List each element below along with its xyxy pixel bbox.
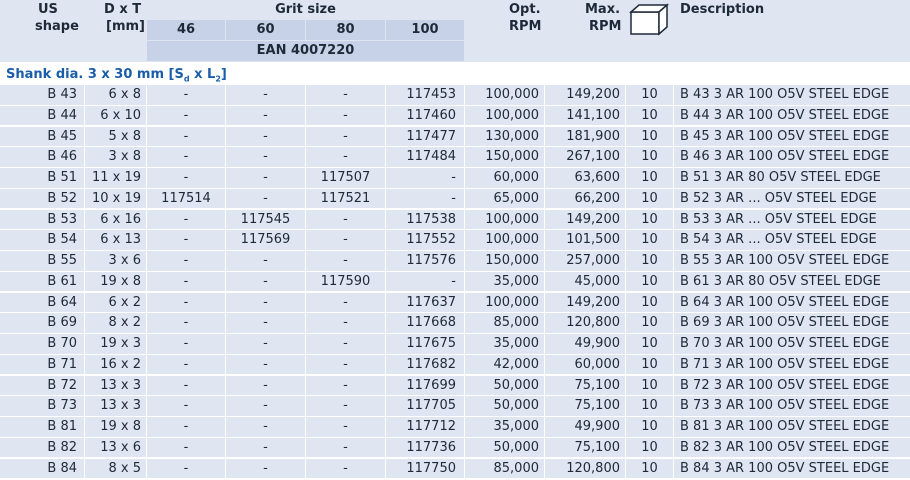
shape-cell: B 82: [47, 439, 77, 455]
shape-cell: B 71: [47, 356, 77, 372]
table-row: [0, 230, 910, 251]
package-qty-cell: 10: [641, 294, 658, 310]
opt-rpm-cell: 150,000: [485, 253, 539, 268]
shape-cell: B 45: [47, 128, 77, 144]
shape-cell: B 81: [47, 419, 77, 434]
grit-100-cell: 117453: [386, 85, 464, 105]
max-rpm-cell: 45,000: [574, 273, 620, 289]
grit-60-cell: -: [226, 417, 305, 437]
grit-46-cell: -: [147, 85, 225, 105]
table-row: [0, 417, 910, 438]
grit-100-cell: 117699: [386, 376, 464, 396]
table-body: [0, 85, 910, 479]
max-rpm-cell: 257,000: [566, 253, 620, 268]
grit-80-cell: 117521: [306, 189, 385, 209]
package-qty-cell: 10: [641, 377, 658, 393]
grit-60-cell: -: [226, 168, 305, 188]
description-cell: B 82 3 AR 100 O5V STEEL EDGE: [680, 439, 890, 455]
opt-rpm-cell: 100,000: [485, 294, 539, 310]
section-header: [0, 62, 910, 85]
dimension-cell: 3 x 6: [108, 253, 141, 268]
grit-60-cell: -: [226, 396, 305, 416]
table-row: [0, 293, 910, 314]
grit-60-cell: -: [226, 127, 305, 147]
grit-46-cell: 117514: [147, 189, 225, 209]
package-qty-cell: 10: [641, 253, 658, 268]
table-row: [0, 438, 910, 459]
opt-rpm-cell: 35,000: [493, 336, 539, 351]
grit-100-cell: 117477: [386, 127, 464, 147]
max-rpm-cell: 63,600: [574, 170, 620, 185]
grit-100-cell: 117484: [386, 147, 464, 167]
grit-46-cell: -: [147, 293, 225, 313]
max-rpm-cell: 120,800: [566, 315, 620, 331]
dimension-cell: 3 x 8: [108, 149, 141, 165]
shape-cell: B 51: [47, 170, 77, 185]
grit-80-cell: -: [306, 334, 385, 354]
shape-cell: B 54: [47, 232, 77, 248]
description-cell: B 43 3 AR 100 O5V STEEL EDGE: [680, 87, 890, 102]
table-row: [0, 251, 910, 272]
shape-cell: B 43: [47, 87, 77, 102]
package-qty-cell: 10: [641, 232, 658, 248]
package-qty-cell: 10: [641, 170, 658, 185]
package-qty-cell: 10: [641, 315, 658, 331]
us-shape-header-2: shape: [35, 19, 79, 34]
table-row: [0, 459, 910, 480]
table-row: [0, 106, 910, 127]
table-row: [0, 334, 910, 355]
opt-rpm-cell: 100,000: [485, 232, 539, 248]
dimension-cell: 6 x 10: [100, 107, 141, 123]
grit-46-cell: -: [147, 230, 225, 250]
opt-rpm-cell: 100,000: [485, 87, 539, 102]
package-qty-cell: 10: [641, 190, 658, 206]
package-qty-cell: 10: [641, 336, 658, 351]
description-cell: B 54 3 AR ... O5V STEEL EDGE: [680, 232, 877, 248]
max-rpm-cell: 66,200: [574, 190, 620, 206]
grit-100-cell: 117538: [386, 210, 464, 230]
grit-46-cell: -: [147, 396, 225, 416]
package-qty-cell: 10: [641, 439, 658, 455]
section-title: Shank dia. 3 x 30 mm [$S_d$ x $L_2$]: [6, 67, 227, 84]
grit-60-cell: -: [226, 293, 305, 313]
grit-100-cell: 117552: [386, 230, 464, 250]
description-cell: B 73 3 AR 100 O5V STEEL EDGE: [680, 398, 890, 414]
description-cell: B 81 3 AR 100 O5V STEEL EDGE: [680, 419, 890, 434]
description-cell: B 52 3 AR ... O5V STEEL EDGE: [680, 190, 877, 206]
table-row: [0, 355, 910, 376]
max-rpm-cell: 267,100: [566, 149, 620, 165]
description-cell: B 44 3 AR 100 O5V STEEL EDGE: [680, 107, 890, 123]
ean-header: EAN 4007220: [147, 41, 464, 61]
opt-rpm-header-1: Opt.: [509, 2, 541, 17]
shape-cell: B 44: [47, 107, 77, 123]
description-cell: B 72 3 AR 100 O5V STEEL EDGE: [680, 377, 890, 393]
opt-rpm-cell: 130,000: [485, 128, 539, 144]
grit-80-header: 80: [306, 20, 385, 40]
grit-46-cell: -: [147, 272, 225, 292]
grit-46-cell: -: [147, 106, 225, 126]
description-cell: B 64 3 AR 100 O5V STEEL EDGE: [680, 294, 890, 310]
shape-cell: B 70: [47, 336, 77, 351]
description-cell: B 69 3 AR 100 O5V STEEL EDGE: [680, 315, 890, 331]
grit-46-cell: -: [147, 376, 225, 396]
grit-100-cell: 117682: [386, 355, 464, 375]
dimension-cell: 19 x 3: [100, 336, 141, 351]
dimension-cell: 19 x 8: [100, 273, 141, 289]
opt-rpm-cell: 100,000: [485, 211, 539, 227]
package-qty-cell: 10: [641, 398, 658, 414]
max-rpm-header-2: RPM: [589, 19, 622, 34]
grit-46-cell: -: [147, 127, 225, 147]
table-row: [0, 147, 910, 168]
max-rpm-cell: 120,800: [566, 460, 620, 476]
max-rpm-cell: 75,100: [574, 377, 620, 393]
grit-46-cell: -: [147, 334, 225, 354]
box-icon: [628, 2, 670, 36]
shape-cell: B 84: [47, 460, 77, 476]
max-rpm-cell: 49,900: [574, 336, 620, 351]
grit-46-cell: -: [147, 147, 225, 167]
grit-100-cell: 117712: [386, 417, 464, 437]
grit-100-cell: 117750: [386, 459, 464, 479]
dxt-header-1: D x T: [104, 2, 142, 17]
grit-60-cell: -: [226, 376, 305, 396]
shape-cell: B 46: [47, 149, 77, 165]
description-cell: B 53 3 AR ... O5V STEEL EDGE: [680, 211, 877, 227]
opt-rpm-cell: 85,000: [493, 315, 539, 331]
shape-cell: B 72: [47, 377, 77, 393]
dimension-cell: 6 x 16: [100, 211, 141, 227]
package-qty-cell: 10: [641, 419, 658, 434]
shape-cell: B 61: [47, 273, 77, 289]
grit-46-cell: -: [147, 210, 225, 230]
grit-80-cell: -: [306, 210, 385, 230]
grit-100-cell: 117460: [386, 106, 464, 126]
opt-rpm-cell: 42,000: [493, 356, 539, 372]
package-qty-cell: 10: [641, 149, 658, 165]
max-rpm-cell: 60,000: [574, 356, 620, 372]
dimension-cell: 13 x 3: [100, 398, 141, 414]
grit-60-cell: -: [226, 85, 305, 105]
grit-100-cell: -: [386, 168, 464, 188]
grit-100-cell: -: [386, 272, 464, 292]
grit-46-cell: -: [147, 168, 225, 188]
dimension-cell: 10 x 19: [91, 190, 141, 206]
grit-80-cell: 117507: [306, 168, 385, 188]
opt-rpm-cell: 100,000: [485, 107, 539, 123]
opt-rpm-cell: 35,000: [493, 419, 539, 434]
grit-80-cell: -: [306, 459, 385, 479]
grit-46-header: 46: [147, 20, 225, 40]
grit-46-cell: -: [147, 355, 225, 375]
grit-80-cell: 117590: [306, 272, 385, 292]
description-header: Description: [680, 2, 765, 17]
opt-rpm-cell: 50,000: [493, 439, 539, 455]
grit-60-cell: -: [226, 189, 305, 209]
grit-80-cell: -: [306, 293, 385, 313]
opt-rpm-cell: 50,000: [493, 398, 539, 414]
opt-rpm-cell: 150,000: [485, 149, 539, 165]
dimension-cell: 6 x 13: [100, 232, 141, 248]
shape-cell: B 53: [47, 211, 77, 227]
grit-60-cell: -: [226, 459, 305, 479]
grit-100-header: 100: [386, 20, 464, 40]
description-cell: B 55 3 AR 100 O5V STEEL EDGE: [680, 253, 890, 268]
grit-60-cell: -: [226, 147, 305, 167]
dimension-cell: 13 x 3: [100, 377, 141, 393]
max-rpm-cell: 75,100: [574, 439, 620, 455]
grit-60-cell: -: [226, 355, 305, 375]
dimension-cell: 13 x 6: [100, 439, 141, 455]
grit-80-cell: -: [306, 438, 385, 458]
us-shape-header-1: US: [38, 2, 58, 17]
max-rpm-cell: 149,200: [566, 294, 620, 310]
grit-60-cell: -: [226, 106, 305, 126]
grit-100-cell: 117736: [386, 438, 464, 458]
dxt-header-2: [mm]: [106, 19, 145, 34]
grit-46-cell: -: [147, 313, 225, 333]
package-qty-cell: 10: [641, 273, 658, 289]
dimension-cell: 6 x 8: [108, 87, 141, 102]
grit-100-cell: 117705: [386, 396, 464, 416]
grit-80-cell: -: [306, 396, 385, 416]
grit-80-cell: -: [306, 127, 385, 147]
grit-100-cell: 117637: [386, 293, 464, 313]
grit-80-cell: -: [306, 251, 385, 271]
package-qty-cell: 10: [641, 87, 658, 102]
max-rpm-cell: 181,900: [566, 128, 620, 144]
max-rpm-cell: 101,500: [566, 232, 620, 248]
dimension-cell: 16 x 2: [100, 356, 141, 372]
shape-cell: B 52: [47, 190, 77, 206]
dimension-cell: 8 x 2: [108, 315, 141, 331]
grit-60-cell: -: [226, 251, 305, 271]
package-qty-cell: 10: [641, 128, 658, 144]
dimension-cell: 6 x 2: [108, 294, 141, 310]
grit-80-cell: -: [306, 355, 385, 375]
shape-cell: B 69: [47, 315, 77, 331]
grit-100-cell: 117668: [386, 313, 464, 333]
max-rpm-cell: 75,100: [574, 398, 620, 414]
grit-100-cell: 117576: [386, 251, 464, 271]
description-cell: B 45 3 AR 100 O5V STEEL EDGE: [680, 128, 890, 144]
opt-rpm-cell: 50,000: [493, 377, 539, 393]
grit-100-cell: 117675: [386, 334, 464, 354]
opt-rpm-header-2: RPM: [509, 19, 542, 34]
grit-80-cell: -: [306, 417, 385, 437]
max-rpm-cell: 141,100: [566, 107, 620, 123]
table-row: [0, 189, 910, 210]
description-cell: B 70 3 AR 100 O5V STEEL EDGE: [680, 336, 890, 351]
table-row: [0, 313, 910, 334]
grit-60-cell: 117545: [226, 210, 305, 230]
opt-rpm-cell: 35,000: [493, 273, 539, 289]
grit-80-cell: -: [306, 147, 385, 167]
grit-46-cell: -: [147, 251, 225, 271]
max-rpm-cell: 149,200: [566, 87, 620, 102]
description-cell: B 61 3 AR 80 O5V STEEL EDGE: [680, 273, 881, 289]
dimension-cell: 19 x 8: [100, 419, 141, 434]
table-row: [0, 85, 910, 106]
table-row: [0, 210, 910, 231]
description-cell: B 51 3 AR 80 O5V STEEL EDGE: [680, 170, 881, 185]
dimension-cell: 8 x 5: [108, 460, 141, 476]
grit-60-cell: 117569: [226, 230, 305, 250]
package-qty-cell: 10: [641, 107, 658, 123]
max-rpm-header-1: Max.: [585, 2, 621, 17]
grit-size-header: Grit size: [275, 2, 336, 17]
opt-rpm-cell: 85,000: [493, 460, 539, 476]
description-cell: B 84 3 AR 100 O5V STEEL EDGE: [680, 460, 890, 476]
grit-60-cell: -: [226, 313, 305, 333]
table-row: [0, 272, 910, 293]
grit-46-cell: -: [147, 459, 225, 479]
table-row: [0, 376, 910, 397]
grit-80-cell: -: [306, 230, 385, 250]
grit-60-cell: -: [226, 272, 305, 292]
shape-cell: B 73: [47, 398, 77, 414]
max-rpm-cell: 49,900: [574, 419, 620, 434]
package-qty-cell: 10: [641, 460, 658, 476]
description-cell: B 46 3 AR 100 O5V STEEL EDGE: [680, 149, 890, 165]
grit-46-cell: -: [147, 417, 225, 437]
table-row: [0, 396, 910, 417]
grit-60-cell: -: [226, 334, 305, 354]
grit-100-cell: -: [386, 189, 464, 209]
grit-80-cell: -: [306, 85, 385, 105]
grit-80-cell: -: [306, 313, 385, 333]
grit-80-cell: -: [306, 376, 385, 396]
table-row: [0, 168, 910, 189]
shape-cell: B 64: [47, 294, 77, 310]
dimension-cell: 5 x 8: [108, 128, 141, 144]
description-cell: B 71 3 AR 100 O5V STEEL EDGE: [680, 356, 890, 372]
package-qty-cell: 10: [641, 211, 658, 227]
grit-60-cell: -: [226, 438, 305, 458]
grit-80-cell: -: [306, 106, 385, 126]
opt-rpm-cell: 65,000: [493, 190, 539, 206]
grit-60-header: 60: [226, 20, 305, 40]
package-qty-cell: 10: [641, 356, 658, 372]
table-row: [0, 127, 910, 148]
opt-rpm-cell: 60,000: [493, 170, 539, 185]
shape-cell: B 55: [47, 253, 77, 268]
grit-46-cell: -: [147, 438, 225, 458]
dimension-cell: 11 x 19: [91, 170, 141, 185]
max-rpm-cell: 149,200: [566, 211, 620, 227]
table-header: [0, 0, 910, 62]
